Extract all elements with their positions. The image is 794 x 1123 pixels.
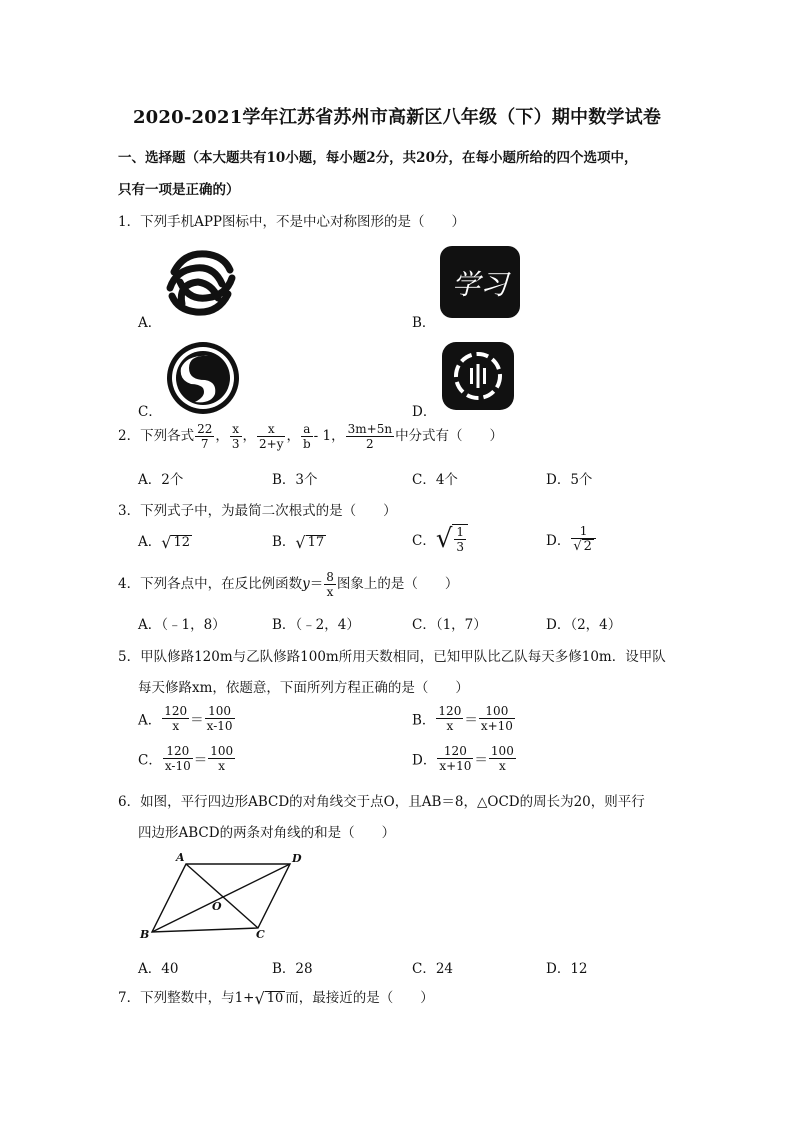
q2-f2-denominator: 3 [231, 437, 240, 451]
q4-option-b: B．（﹣2，4） [272, 617, 360, 633]
q3-option-c [412, 524, 468, 554]
q5-option-d [412, 744, 517, 773]
q2-f5-denominator: 2 [366, 437, 374, 451]
q2-fraction-2 [230, 422, 242, 451]
q5-c-label: C． [138, 752, 162, 769]
diagonal-bd [152, 864, 290, 932]
q3-a-sqrt: √ 12 [161, 533, 190, 552]
diagonal-ac [186, 864, 258, 928]
q5-d-right-den: x [498, 759, 506, 773]
sohu-s-logo-icon [165, 340, 241, 416]
q2-f1-numerator: 22 [197, 422, 213, 436]
q2-fraction-5 [346, 422, 394, 451]
q5-c-left-num: 120 [163, 744, 193, 759]
q2-f1-denominator: 7 [200, 437, 209, 451]
q3-option-b [272, 530, 326, 552]
q2-fraction-3 [257, 422, 285, 451]
q5-c-equals: ＝ [193, 752, 208, 769]
q3-a-label: A． [138, 534, 162, 550]
q3-c-sqrt: √ $\frac{1}{3}$ [436, 524, 468, 554]
q4-equals: ＝ [309, 576, 324, 592]
q5-b-right-den: x+10 [480, 719, 513, 733]
q3-d-numerator: 1 [571, 524, 596, 539]
q7-radicand: 10 [266, 991, 284, 1006]
q3-d-radicand: 2 [583, 539, 592, 554]
question-5-line1: 5．甲队修路120m与乙队修路100m所用天数相同，已知甲队比乙队每天多修10m．设甲队 [118, 649, 666, 665]
question-1-text: 1．下列手机APP图标中，不是中心对称图形的是（ ） [118, 214, 466, 230]
q2-f3-denominator: 2+y [259, 437, 284, 451]
q5-d-left-den: x+10 [439, 759, 472, 773]
parallelogram-diagram [138, 848, 318, 946]
q1-option-a-label: A． [138, 315, 162, 331]
q2-f4-tail: - 1， [313, 428, 345, 444]
q3-b-sqrt: √ 17 [295, 533, 325, 552]
vertex-label-a: A [176, 851, 185, 864]
q5-b-label: B． [412, 712, 436, 729]
q3-d-label: D． [546, 533, 571, 549]
vertex-label-c: C [256, 928, 265, 941]
q2-option-a: A．2个 [138, 472, 184, 488]
q7-sqrt: √ 10 [254, 989, 284, 1008]
q3-a-radicand: 12 [173, 535, 190, 550]
q4-denominator: x [326, 585, 334, 599]
page-title: 2020-2021学年江苏省苏州市高新区八年级（下）期中数学试卷 [132, 107, 662, 128]
q2-fraction-1 [195, 422, 214, 451]
q5-d-label: D． [412, 752, 437, 769]
q3-c-numerator: 1 [456, 525, 465, 539]
q2-f4-numerator: a [301, 422, 313, 437]
q4-option-c: C．（1，7） [412, 617, 487, 633]
q5-b-equals: ＝ [464, 712, 478, 729]
center-label-o: O [212, 900, 222, 913]
voice-app-logo-icon [440, 340, 516, 412]
q5-b-right-num: 100 [479, 704, 515, 719]
q2-f3-numerator: x [257, 422, 285, 437]
q5-c-left-den: x-10 [164, 759, 191, 773]
q2-option-b: B．3个 [272, 472, 318, 488]
q5-option-a [138, 704, 236, 733]
q4-function-var: y [302, 576, 310, 592]
q5-d-right-num: 100 [490, 744, 514, 758]
q2-f4-denominator: b [302, 437, 311, 451]
q6-option-a: A．40 [138, 961, 179, 977]
q3-d-fraction: $\frac{1}{√ 2}$ [571, 524, 596, 554]
vertex-label-d: D [292, 852, 302, 865]
q6-option-d: D．12 [546, 961, 588, 977]
section-header-line1: 一、选择题（本大题共有10小题，每小题2分，共20分，在每小题所给的四个选项中， [118, 150, 638, 166]
q2-prefix: 2．下列各式 [118, 428, 195, 444]
q5-b-left-num: 120 [438, 704, 462, 718]
question-5-line2: 每天修路xm，依题意，下面所列方程正确的是（ ） [138, 680, 469, 696]
q5-a-right-num: 100 [205, 704, 235, 719]
q5-c-right-num: 100 [210, 744, 234, 758]
xuexi-app-logo-icon [438, 244, 522, 320]
china-mobile-logo-icon [162, 244, 240, 322]
q5-a-label: A． [138, 712, 162, 729]
q2-fraction-4 [301, 422, 313, 451]
question-6-line2: 四边形ABCD的两条对角线的和是（ ） [138, 825, 396, 841]
q5-a-left-num: 120 [164, 704, 188, 718]
q4-numerator: 8 [326, 570, 334, 584]
question-3-text: 3．下列式子中，为最简二次根式的是（ ） [118, 503, 397, 519]
q4-option-d: D．（2，4） [546, 617, 622, 633]
q2-option-c: C．4个 [412, 472, 458, 488]
q4-fraction [324, 570, 336, 599]
q3-option-a [138, 530, 192, 552]
q3-b-label: B． [272, 534, 296, 550]
q5-c-right-den: x [218, 759, 226, 773]
q2-f2-numerator: x [230, 422, 242, 437]
q5-b-left-den: x [446, 719, 454, 733]
q3-c-label: C． [412, 533, 436, 549]
q5-option-c [138, 744, 236, 773]
question-4-text [118, 570, 458, 599]
q5-a-equals: ＝ [190, 712, 204, 729]
q1-option-d-label: D． [412, 404, 437, 420]
q7-prefix: 7．下列整数中，与1+ [118, 990, 255, 1006]
q1-option-b-label: B． [412, 315, 436, 331]
q2-suffix: 中分式有（ ） [395, 428, 504, 444]
q6-option-b: B．28 [272, 961, 313, 977]
q5-a-left-den: x [172, 719, 180, 733]
q4-prefix: 4．下列各点中，在反比例函数 [118, 576, 303, 592]
q7-suffix: 而，最接近的是（ ） [285, 990, 434, 1006]
q1-option-c-label: C． [138, 404, 162, 420]
vertex-label-b: B [140, 928, 150, 941]
q6-option-c: C．24 [412, 961, 454, 977]
q2-f5-numerator: 3m+5n [347, 422, 393, 436]
q3-b-radicand: 17 [307, 535, 325, 550]
q4-suffix: 图象上的是（ ） [336, 576, 459, 592]
q5-d-equals: ＝ [474, 752, 488, 769]
section-header-line2: 只有一项是正确的） [118, 182, 240, 198]
xuexi-logo-text: 学习 [451, 268, 509, 301]
q3-c-denominator: 3 [456, 540, 465, 554]
q4-option-a: A．（﹣1，8） [138, 617, 226, 633]
question-7-text [118, 986, 434, 1008]
q5-option-b [412, 704, 516, 733]
q5-a-right-den: x-10 [206, 719, 233, 733]
q2-option-d: D．5个 [546, 472, 593, 488]
q5-d-left-num: 120 [437, 744, 473, 759]
q3-option-d [546, 524, 597, 554]
question-2-text: 2．下列各式 $\frac{22}{7}$ ， $\frac{x}{3}$ ， $\frac{x}{2+y}$ ， $\frac{a}{b}$ - 1， $\frac{3m+5n}{2}$ 中分式有（ ） [118, 422, 504, 451]
question-6-line1: 6．如图，平行四边形ABCD的对角线交于点O，且AB＝8，△OCD的周长为20，则平行 [118, 794, 645, 810]
